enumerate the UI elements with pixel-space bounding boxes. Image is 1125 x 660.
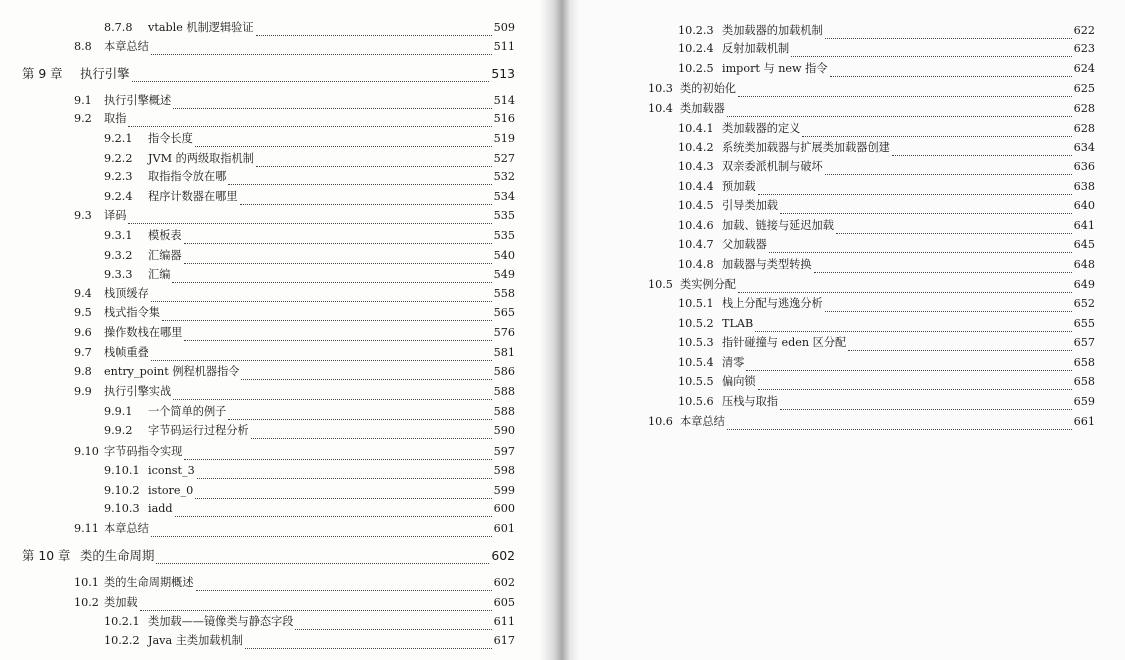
toc-entry-page-number: 657: [1073, 336, 1095, 349]
toc-entry-page-number: 636: [1073, 160, 1095, 173]
dot-leader: [727, 105, 1072, 117]
toc-entry-page-number: 658: [1073, 375, 1095, 388]
toc-entry: [104, 500, 515, 518]
toc-entry: [678, 256, 1095, 274]
toc-entry-page-number: 617: [493, 634, 515, 647]
toc-entry-page-number: 659: [1073, 395, 1095, 408]
toc-entry-number: 10.4.7: [678, 238, 714, 251]
toc-entry: [74, 520, 515, 538]
dot-leader: [151, 43, 492, 55]
toc-entry-number: 9.11: [74, 522, 99, 535]
dot-leader: [173, 97, 492, 109]
dot-leader: [727, 418, 1072, 430]
dot-leader: [830, 65, 1072, 77]
toc-entry-title: 取指指令放在哪: [148, 170, 227, 183]
toc-entry-number: 10.2: [74, 596, 99, 609]
toc-entry-number: 10.5.1: [678, 297, 714, 310]
toc-entry: [678, 295, 1095, 313]
toc-entry-page-number: 611: [493, 615, 515, 628]
toc-entry-title: 栈式指令集: [104, 306, 160, 319]
toc-entry-page-number: 625: [1073, 82, 1095, 95]
toc-entry-page-number: 628: [1073, 122, 1095, 135]
dot-leader: [151, 349, 492, 361]
toc-entry: [104, 462, 515, 480]
dot-leader: [196, 579, 492, 591]
toc-entry-page-number: 640: [1073, 199, 1095, 212]
toc-entry-page-number: 514: [493, 94, 515, 107]
dot-leader: [175, 505, 492, 517]
toc-entry-page-number: 638: [1073, 180, 1095, 193]
toc-entry-title: 一个简单的例子: [148, 405, 227, 418]
toc-entry-page-number: 605: [493, 596, 515, 609]
toc-entry: [104, 130, 515, 148]
toc-entry: [104, 247, 515, 265]
toc-entry-page-number: 516: [493, 112, 515, 125]
toc-entry-page-number: 590: [493, 424, 515, 437]
toc-entry: [74, 324, 515, 342]
toc-entry-title: iconst_3: [148, 464, 195, 477]
dot-leader: [184, 232, 492, 244]
toc-entry: [74, 344, 515, 362]
toc-entry-number: 第 10 章: [22, 548, 71, 563]
toc-chapter-entry: [22, 547, 515, 565]
toc-entry-title: 类的生命周期概述: [104, 576, 194, 589]
toc-entry-page-number: 601: [493, 522, 515, 535]
toc-entry: [104, 227, 515, 245]
toc-entry-page-number: 652: [1073, 297, 1095, 310]
toc-entry: [678, 236, 1095, 254]
toc-entry: [74, 285, 515, 303]
toc-entry-page-number: 623: [1073, 42, 1095, 55]
toc-entry-number: 10.5.5: [678, 375, 714, 388]
toc-entry-title: 类加载器的加载机制: [722, 24, 823, 37]
dot-leader: [825, 300, 1072, 312]
toc-entry-title: 指令长度: [148, 132, 193, 145]
toc-entry-title: 类加载器: [680, 102, 725, 115]
toc-entry: [74, 443, 515, 461]
toc-entry-number: 9.3.1: [104, 229, 133, 242]
toc-entry-title: 预加载: [722, 180, 756, 193]
toc-entry-page-number: 549: [493, 268, 515, 281]
toc-entry-number: 10.4.2: [678, 141, 714, 154]
toc-entry-number: 10.4.8: [678, 258, 714, 271]
dot-leader: [791, 45, 1072, 57]
dot-leader: [295, 618, 491, 630]
toc-entry-page-number: 540: [493, 249, 515, 262]
toc-entry: [648, 413, 1095, 431]
toc-entry: [74, 304, 515, 322]
toc-entry-number: 10.4: [648, 102, 673, 115]
toc-entry-page-number: 624: [1073, 62, 1095, 75]
toc-entry-number: 9.1: [74, 94, 92, 107]
toc-entry-number: 10.4.4: [678, 180, 714, 193]
toc-entry: [104, 150, 515, 168]
toc-entry: [74, 574, 515, 592]
dot-leader: [195, 487, 491, 499]
toc-entry: [648, 80, 1095, 98]
toc-entry-title: 系统类加载器与扩展类加载器创建: [722, 141, 890, 154]
toc-entry-page-number: 602: [493, 576, 515, 589]
toc-entry: [74, 92, 515, 110]
toc-entry-title: 类实例分配: [680, 278, 736, 291]
dot-leader: [241, 368, 491, 380]
dot-leader: [172, 271, 491, 283]
toc-entry-number: 10.1: [74, 576, 99, 589]
toc-entry: [678, 197, 1095, 215]
toc-entry-title: 程序计数器在哪里: [148, 190, 238, 203]
dot-leader: [746, 359, 1071, 371]
toc-entry-number: 10.5.3: [678, 336, 714, 349]
toc-entry: [104, 168, 515, 186]
dot-leader: [256, 155, 492, 167]
toc-entry-page-number: 599: [493, 484, 515, 497]
toc-entry: [678, 354, 1095, 372]
toc-entry-page-number: 509: [493, 21, 515, 34]
toc-entry: [104, 613, 515, 631]
toc-entry-title: iadd: [148, 502, 173, 515]
dot-leader: [151, 525, 492, 537]
toc-entry-page-number: 634: [1073, 141, 1095, 154]
toc-entry-number: 9.9: [74, 385, 92, 398]
toc-entry-page-number: 535: [493, 209, 515, 222]
toc-entry-title: 清零: [722, 356, 745, 369]
dot-leader: [228, 173, 491, 185]
toc-entry: [74, 110, 515, 128]
toc-entry: [74, 38, 515, 56]
toc-entry-title: 栈上分配与逃逸分析: [722, 297, 823, 310]
dot-leader: [128, 212, 491, 224]
toc-entry: [678, 22, 1095, 40]
toc-entry-title: 本章总结: [104, 40, 149, 53]
toc-entry-title: 模板表: [148, 229, 182, 242]
toc-entry-title: 反射加载机制: [722, 42, 790, 55]
toc-entry-number: 10.5: [648, 278, 673, 291]
toc-entry: [648, 276, 1095, 294]
toc-entry-title: 字节码指令实现: [104, 445, 183, 458]
dot-leader: [184, 448, 491, 460]
toc-entry: [678, 315, 1095, 333]
toc-entry-number: 第 9 章: [22, 66, 63, 81]
dot-leader: [814, 261, 1072, 273]
dot-leader: [140, 599, 492, 611]
toc-entry-number: 10.6: [648, 415, 673, 428]
dot-leader: [825, 27, 1072, 39]
toc-entry-title: 汇编: [148, 268, 171, 281]
toc-entry-page-number: 581: [493, 346, 515, 359]
toc-entry-number: 9.3: [74, 209, 92, 222]
dot-leader: [151, 290, 492, 302]
toc-entry-title: TLAB: [722, 317, 754, 330]
toc-entry-page-number: 655: [1073, 317, 1095, 330]
dot-leader: [240, 193, 492, 205]
dot-leader: [769, 241, 1072, 253]
dot-leader: [825, 163, 1072, 175]
toc-entry-title: 字节码运行过程分析: [148, 424, 249, 437]
toc-entry-number: 9.3.3: [104, 268, 133, 281]
toc-entry-title: import 与 new 指令: [722, 62, 828, 75]
toc-entry-number: 9.10.2: [104, 484, 140, 497]
toc-entry: [678, 393, 1095, 411]
toc-entry-page-number: 649: [1073, 278, 1095, 291]
toc-entry-page-number: 661: [1073, 415, 1095, 428]
toc-entry-number: 9.2.2: [104, 152, 133, 165]
toc-entry-number: 9.10.3: [104, 502, 140, 515]
toc-entry-page-number: 532: [493, 170, 515, 183]
dot-leader: [836, 222, 1072, 234]
dot-leader: [755, 320, 1071, 332]
toc-entry-number: 9.10: [74, 445, 99, 458]
toc-entry-title: 取指: [104, 112, 127, 125]
toc-entry-page-number: 513: [491, 66, 515, 81]
toc-entry: [648, 100, 1095, 118]
toc-entry-number: 9.4: [74, 287, 92, 300]
toc-entry-number: 9.9.2: [104, 424, 133, 437]
dot-leader: [197, 467, 492, 479]
toc-entry-number: 9.2: [74, 112, 92, 125]
toc-entry-title: 类加载: [104, 596, 138, 609]
toc-chapter-entry: [22, 65, 515, 83]
toc-entry-title: 操作数栈在哪里: [104, 326, 183, 339]
dot-leader: [162, 309, 492, 321]
dot-leader: [156, 552, 489, 564]
toc-entry-title: JVM 的两级取指机制: [148, 152, 254, 165]
toc-entry-title: Java 主类加载机制: [148, 634, 243, 647]
toc-entry-title: 栈顶缓存: [104, 287, 149, 300]
toc-entry: [678, 334, 1095, 352]
toc-entry-page-number: 511: [493, 40, 515, 53]
toc-entry-title: 加载、链接与延迟加载: [722, 219, 834, 232]
dot-leader: [780, 202, 1072, 214]
dot-leader: [780, 398, 1072, 410]
toc-entry-number: 10.2.5: [678, 62, 714, 75]
toc-entry-title: 执行引擎概述: [104, 94, 172, 107]
toc-entry-number: 9.8: [74, 365, 92, 378]
toc-entry-number: 9.3.2: [104, 249, 133, 262]
toc-entry: [104, 482, 515, 500]
dot-leader: [245, 637, 492, 649]
toc-entry-page-number: 622: [1073, 24, 1095, 37]
toc-entry-title: 父加载器: [722, 238, 767, 251]
toc-entry-title: 双亲委派机制与破坏: [722, 160, 823, 173]
toc-entry-title: 类的生命周期: [80, 548, 155, 563]
toc-entry-number: 9.2.4: [104, 190, 133, 203]
toc-entry-page-number: 558: [493, 287, 515, 300]
toc-entry-page-number: 586: [493, 365, 515, 378]
toc-entry: [74, 594, 515, 612]
toc-entry-page-number: 534: [493, 190, 515, 203]
toc-entry-title: 加载器与类型转换: [722, 258, 812, 271]
toc-entry-title: 译码: [104, 209, 127, 222]
dot-leader: [256, 24, 492, 36]
dot-leader: [173, 388, 492, 400]
toc-entry-title: 本章总结: [104, 522, 149, 535]
toc-entry-number: 8.8: [74, 40, 92, 53]
dot-leader: [128, 115, 491, 127]
toc-entry-page-number: 658: [1073, 356, 1095, 369]
toc-entry-page-number: 588: [493, 405, 515, 418]
toc-entry-title: 压栈与取指: [722, 395, 778, 408]
toc-entry: [678, 40, 1095, 58]
toc-entry: [74, 207, 515, 225]
toc-entry-number: 10.5.4: [678, 356, 714, 369]
toc-entry-title: 汇编器: [148, 249, 182, 262]
toc-entry: [104, 19, 515, 37]
toc-entry-page-number: 600: [493, 502, 515, 515]
right-page: [580, 0, 1125, 660]
toc-entry: [104, 632, 515, 650]
toc-entry: [104, 422, 515, 440]
dot-leader: [848, 339, 1071, 351]
toc-entry-title: 执行引擎实战: [104, 385, 172, 398]
toc-entry-title: entry_point 例程机器指令: [104, 365, 240, 378]
dot-leader: [802, 125, 1071, 137]
toc-entry-page-number: 565: [493, 306, 515, 319]
toc-entry-number: 10.5.2: [678, 317, 714, 330]
toc-entry: [678, 178, 1095, 196]
toc-entry-number: 10.2.2: [104, 634, 140, 647]
toc-entry: [678, 120, 1095, 138]
toc-entry-page-number: 588: [493, 385, 515, 398]
toc-entry-title: 引导类加载: [722, 199, 778, 212]
toc-entry-number: 10.4.3: [678, 160, 714, 173]
toc-entry-number: 9.5: [74, 306, 92, 319]
toc-entry-page-number: 648: [1073, 258, 1095, 271]
toc-entry-number: 10.4.1: [678, 122, 714, 135]
toc-entry-number: 9.2.3: [104, 170, 133, 183]
toc-entry-page-number: 576: [493, 326, 515, 339]
dot-leader: [758, 378, 1072, 390]
dot-leader: [228, 408, 491, 420]
toc-entry-number: 10.4.5: [678, 199, 714, 212]
toc-entry-page-number: 628: [1073, 102, 1095, 115]
toc-entry-page-number: 527: [493, 152, 515, 165]
dot-leader: [738, 85, 1072, 97]
toc-entry: [104, 266, 515, 284]
toc-entry-title: 本章总结: [680, 415, 725, 428]
toc-entry-number: 10.5.6: [678, 395, 714, 408]
toc-entry: [678, 139, 1095, 157]
toc-entry-number: 9.10.1: [104, 464, 140, 477]
book-gutter: [540, 0, 580, 660]
toc-entry-number: 10.3: [648, 82, 673, 95]
toc-entry-page-number: 645: [1073, 238, 1095, 251]
toc-entry-title: 指针碰撞与 eden 区分配: [722, 336, 847, 349]
toc-entry: [678, 217, 1095, 235]
toc-entry-title: 执行引擎: [80, 66, 130, 81]
left-page: [0, 0, 548, 660]
toc-entry: [678, 158, 1095, 176]
toc-entry-number: 8.7.8: [104, 21, 133, 34]
toc-entry-title: istore_0: [148, 484, 194, 497]
toc-entry-page-number: 597: [493, 445, 515, 458]
toc-entry-title: 栈帧重叠: [104, 346, 149, 359]
dot-leader: [251, 427, 492, 439]
toc-entry-page-number: 641: [1073, 219, 1095, 232]
toc-entry-number: 10.2.3: [678, 24, 714, 37]
toc-entry-number: 10.2.4: [678, 42, 714, 55]
toc-entry-page-number: 602: [491, 548, 515, 563]
toc-entry-page-number: 598: [493, 464, 515, 477]
toc-entry-number: 9.2.1: [104, 132, 133, 145]
toc-entry: [104, 188, 515, 206]
toc-entry-title: vtable 机制逻辑验证: [148, 21, 254, 34]
toc-entry-title: 类加载——镜像类与静态字段: [148, 615, 294, 628]
toc-entry-title: 类的初始化: [680, 82, 736, 95]
toc-entry: [104, 403, 515, 421]
toc-entry-page-number: 535: [493, 229, 515, 242]
toc-entry-number: 9.6: [74, 326, 92, 339]
dot-leader: [738, 281, 1072, 293]
toc-entry-page-number: 519: [493, 132, 515, 145]
toc-entry: [74, 363, 515, 381]
toc-entry: [74, 383, 515, 401]
toc-entry-number: 10.2.1: [104, 615, 140, 628]
dot-leader: [195, 135, 492, 147]
toc-entry: [678, 60, 1095, 78]
dot-leader: [758, 183, 1072, 195]
toc-entry-number: 9.9.1: [104, 405, 133, 418]
toc-entry-number: 10.4.6: [678, 219, 714, 232]
dot-leader: [184, 329, 491, 341]
toc-entry-number: 9.7: [74, 346, 92, 359]
toc-entry-title: 类加载器的定义: [722, 122, 801, 135]
dot-leader: [132, 70, 490, 82]
dot-leader: [892, 144, 1072, 156]
dot-leader: [184, 252, 492, 264]
toc-entry-title: 偏向锁: [722, 375, 756, 388]
toc-entry: [678, 373, 1095, 391]
